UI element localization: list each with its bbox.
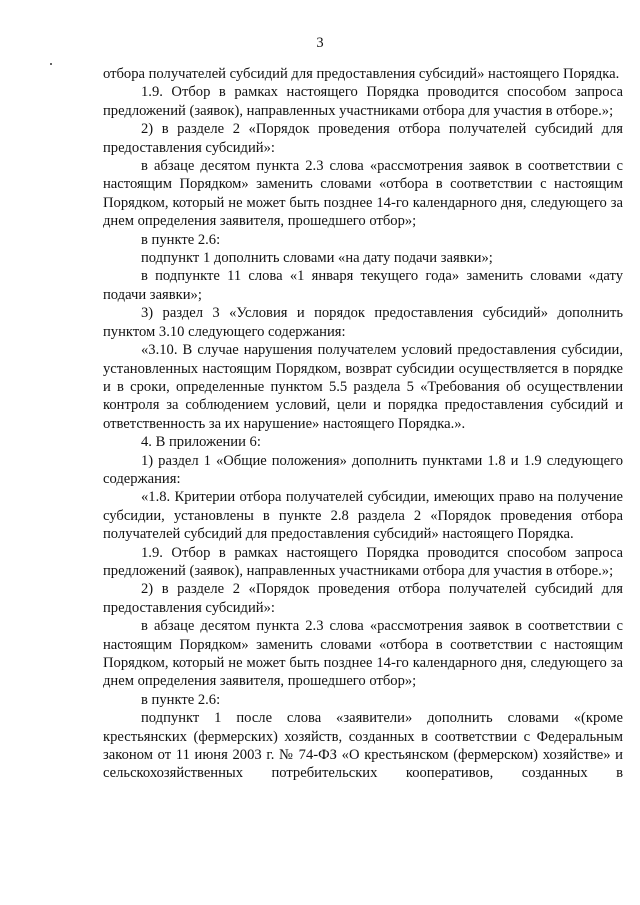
paragraph: 2) в разделе 2 «Порядок проведения отбора получателей субсидий для предоставления субсидий»: [103,581,623,616]
scan-speck [50,63,52,65]
paragraph: в подпункте 11 слова «1 января текущего года» заменить словами «дату подачи заявки»; [103,268,623,303]
paragraph: отбора получателей субсидий для предоставления субсидий» настоящего Порядка. [103,66,620,82]
paragraph: «1.8. Критерии отбора получателей субсидии, имеющих право на получение субсидии, установлены в пункте 2.8 раздела 2 «Порядок проведения отбора получателей субсидий для предоставления субсидий» настоящего Порядка. [103,489,623,543]
paragraph: подпункт 1 после слова «заявители» дополнить словами «(кроме крестьянских (фермерских) хозяйств, созданных в соответствии с Федеральным законом от 11 июня 2003 г. № 74-ФЗ «О крестьянском (фермерском) хозяйстве» и сельскохозяйственных потребительских кооперативов, созданных в [103,710,623,782]
paragraph: 3) раздел 3 «Условия и порядок предоставления субсидий» дополнить пунктом 3.10 следующего содержания: [103,305,623,340]
paragraph: 1.9. Отбор в рамках настоящего Порядка проводится способом запроса предложений (заявок), направленных участниками отбора для участия в отборе.»; [103,544,623,579]
paragraph: 4. В приложении 6: [141,434,261,451]
paragraph: «3.10. В случае нарушения получателем условий предоставления субсидии, установленных настоящим Порядком, возврат субсидии осуществляется в порядке и в сроки, определенные пунктом 5.5 раздела 5 «Требования об осуществлении контроля за соблюдением условий, цели и порядка предоставления субсидий и ответственность за их нарушение» настоящего Порядка.». [103,342,623,432]
paragraph: в абзаце десятом пункта 2.3 слова «рассмотрения заявок в соответствии с настоящим Порядком» заменить словами «отбора в соответствии с настоящим Порядком, который не может быть позднее 14-го календарного дня, следующего за днем определения заявителя, прошедшего отбор»; [103,158,623,230]
page-number: 3 [316,35,324,51]
paragraph: 1) раздел 1 «Общие положения» дополнить пунктами 1.8 и 1.9 следующего содержания: [103,452,623,487]
paragraph: 1.9. Отбор в рамках настоящего Порядка проводится способом запроса предложений (заявок), направленных участниками отбора для участия в отборе.»; [103,84,623,119]
paragraph: подпункт 1 дополнить словами «на дату подачи заявки»; [141,250,493,267]
paragraph: в абзаце десятом пункта 2.3 слова «рассмотрения заявок в соответствии с настоящим Порядком» заменить словами «отбора в соответствии с настоящим Порядком, который не может быть позднее 14-го календарного дня, следующего за днем определения заявителя, прошедшего отбор»; [103,618,623,690]
paragraph: в пункте 2.6: [141,231,221,248]
paragraph: 2) в разделе 2 «Порядок проведения отбора получателей субсидий для предоставления субсидий»: [103,121,623,156]
document-body [103,65,623,783]
paragraph: в пункте 2.6: [141,691,221,708]
